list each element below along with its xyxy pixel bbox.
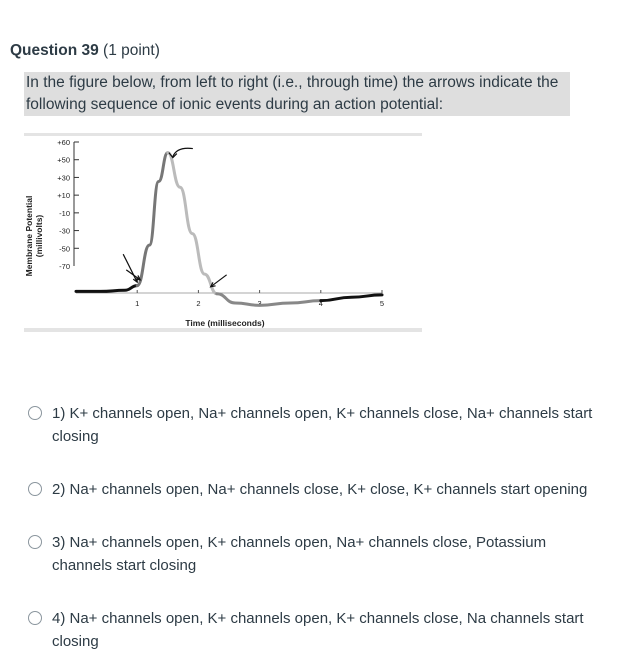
y-tick-label: -70 bbox=[59, 262, 70, 271]
chart-background bbox=[24, 133, 422, 333]
option-3-radio[interactable] bbox=[28, 535, 42, 549]
option-4-label: 4) Na+ channels open, K+ channels open, K+ channels close, Na channels start closing bbox=[52, 610, 584, 650]
action-potential-chart bbox=[24, 133, 422, 333]
x-tick-label: 2 bbox=[196, 299, 201, 308]
option-2-radio[interactable] bbox=[28, 482, 42, 496]
y-tick-label: +10 bbox=[57, 191, 70, 201]
option-4[interactable] bbox=[28, 607, 606, 653]
option-3[interactable] bbox=[28, 531, 606, 577]
x-axis-label: Time (milliseconds) bbox=[185, 318, 265, 328]
y-tick-label: -10 bbox=[59, 208, 70, 218]
y-tick-label: +50 bbox=[57, 155, 70, 165]
option-1-label: 1) K+ channels open, Na+ channels open, K+ channels close, Na+ channels start closing bbox=[52, 405, 593, 445]
option-2-label: 2) Na+ channels open, Na+ channels close, K+ close, K+ channels start opening bbox=[52, 481, 588, 498]
figure-bottom-rule bbox=[24, 328, 422, 332]
x-tick-label: 1 bbox=[135, 299, 140, 308]
y-tick-label: +60 bbox=[57, 138, 70, 147]
option-4-radio[interactable] bbox=[28, 611, 42, 625]
action-potential-figure bbox=[24, 133, 422, 333]
option-1-radio[interactable] bbox=[28, 406, 42, 420]
question-number: Question 39 bbox=[10, 42, 99, 59]
question-prompt: In the figure below, from left to right (i.e., through time) the arrows indicate the following sequence of ionic events during an action potential: bbox=[24, 72, 570, 116]
figure-top-rule bbox=[24, 133, 422, 136]
y-axis-units: (millivolts) bbox=[34, 214, 44, 258]
x-tick-label: 4 bbox=[318, 299, 323, 308]
option-2[interactable] bbox=[28, 478, 606, 501]
x-tick-label: 3 bbox=[257, 299, 262, 308]
y-tick-label: -50 bbox=[59, 244, 70, 254]
y-axis-label: Membrane Potential bbox=[24, 195, 34, 277]
option-3-label: 3) Na+ channels open, K+ channels open, Na+ channels close, Potassium channels start closing bbox=[52, 534, 547, 574]
question-header bbox=[10, 42, 160, 60]
y-tick-label: -30 bbox=[59, 226, 70, 236]
y-tick-label: +30 bbox=[57, 173, 70, 183]
x-tick-label: 5 bbox=[379, 299, 385, 308]
option-1[interactable] bbox=[28, 402, 606, 448]
question-points: (1 point) bbox=[103, 42, 160, 59]
